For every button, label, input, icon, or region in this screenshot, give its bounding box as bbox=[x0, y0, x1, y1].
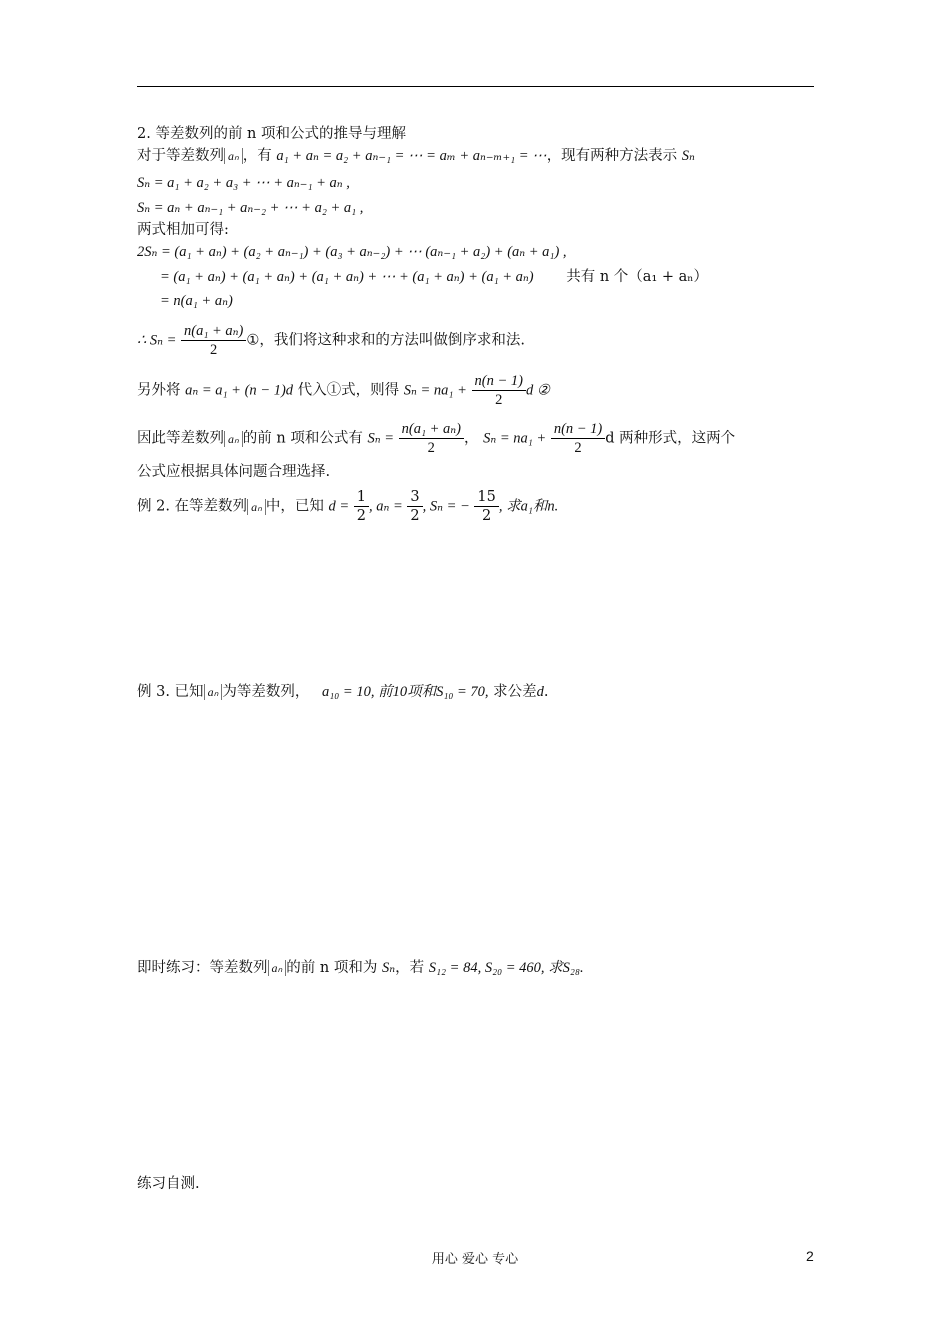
sequence-set: aₙ bbox=[247, 499, 266, 515]
sum-line-2-formula: = (a₁ + aₙ) + (a₁ + aₙ) + (a₁ + aₙ) + ⋯ + (a₁ + aₙ) + (a₁ + aₙ) bbox=[160, 269, 534, 285]
intro-mid: ，有 bbox=[242, 148, 272, 164]
result1-lhs: ∴ Sₙ = bbox=[137, 332, 177, 349]
example2-d-denominator: 2 bbox=[356, 508, 366, 524]
therefore-sep: ， bbox=[463, 430, 479, 447]
result2-pre: 另外将 bbox=[137, 382, 181, 399]
sum-line-1: 2Sₙ = (a₁ + aₙ) + (a₂ + aₙ₋₁) + (a₃ + aₙ₋₂) + ⋯ (aₙ₋₁ + a₂) + (aₙ + a₁) , bbox=[137, 244, 567, 260]
example2-pre: 例 2. 在等差数列 bbox=[137, 498, 248, 515]
self-test-heading: 练习自测. bbox=[137, 1176, 200, 1192]
result2-fraction bbox=[472, 372, 526, 409]
therefore-line-2: 公式应根据具体问题合理选择. bbox=[137, 464, 331, 480]
therefore-mid: 的前 n 项和公式有 bbox=[242, 430, 363, 447]
example2-sn-fraction bbox=[474, 488, 498, 525]
practice-post: ，若 bbox=[395, 960, 425, 976]
example2-post: , 求a₁和n. bbox=[498, 498, 559, 515]
example2-an-fraction bbox=[407, 488, 422, 525]
example2-d-numerator: 1 bbox=[354, 488, 369, 507]
sequence-set: aₙ bbox=[268, 960, 287, 976]
therefore-numerator-1: n(a₁ + aₙ) bbox=[399, 420, 464, 439]
page-number: 2 bbox=[806, 1248, 814, 1264]
practice-mid: 的前 n 项和为 bbox=[286, 960, 378, 976]
equation-forward: Sₙ = a₁ + a₂ + a₃ + ⋯ + aₙ₋₁ + aₙ , bbox=[137, 175, 350, 191]
result-formula-2 bbox=[137, 372, 550, 409]
intro-post: ，现有两种方法表示 bbox=[546, 148, 678, 164]
therefore-fraction-2 bbox=[551, 420, 605, 457]
example-3 bbox=[137, 682, 549, 702]
example2-an-denominator: 2 bbox=[410, 508, 420, 524]
sequence-set: aₙ bbox=[224, 148, 243, 164]
practice-line bbox=[137, 958, 584, 978]
example3-formula: a₁₀ = 10, 前10项和S₁₀ = 70, bbox=[321, 684, 489, 700]
example2-an: , aₙ = bbox=[368, 498, 403, 515]
intro-pre: 对于等差数列 bbox=[137, 148, 224, 164]
result2-numerator: n(n − 1) bbox=[472, 372, 526, 391]
sequence-set: aₙ bbox=[224, 431, 243, 447]
example2-d: d = bbox=[328, 498, 350, 515]
result2-post: d ② bbox=[525, 382, 550, 399]
example2-sn-numerator: 15 bbox=[474, 488, 498, 507]
example-2 bbox=[137, 488, 558, 525]
result1-text: ①，我们将这种求和的方法叫做倒序求和法. bbox=[246, 332, 525, 349]
sum-line-3: = n(a₁ + aₙ) bbox=[160, 293, 233, 309]
example2-mid: 中，已知 bbox=[265, 498, 324, 515]
therefore-lhs1: Sₙ = bbox=[367, 430, 394, 447]
section-title: 2. 等差数列的前 n 项和公式的推导与理解 bbox=[137, 126, 406, 142]
sum-line-2-note: 共有 n 个（a₁ + aₙ） bbox=[566, 269, 709, 285]
intro-formula: a₁ + aₙ = a₂ + aₙ₋₁ = ⋯ = aₘ + aₙ₋ₘ₊₁ = ⋯ bbox=[276, 148, 547, 164]
example2-sn: , Sₙ = − bbox=[422, 498, 470, 515]
result1-fraction bbox=[181, 322, 246, 359]
example2-sn-denominator: 2 bbox=[482, 508, 492, 524]
header-rule bbox=[137, 86, 814, 87]
therefore-lhs2: Sₙ = na₁ + bbox=[483, 430, 547, 447]
practice-pre: 即时练习：等差数列 bbox=[137, 960, 268, 976]
result1-denominator: 2 bbox=[210, 342, 218, 358]
sequence-set: aₙ bbox=[204, 684, 223, 700]
practice-sn: Sₙ bbox=[381, 960, 396, 976]
result-formula-1 bbox=[137, 322, 525, 359]
example3-pre: 例 3. 已知 bbox=[137, 684, 204, 700]
therefore-line bbox=[137, 420, 735, 457]
example2-d-fraction bbox=[354, 488, 369, 525]
result1-numerator: n(a₁ + aₙ) bbox=[181, 322, 246, 341]
intro-sn: Sₙ bbox=[681, 148, 695, 164]
practice-formula: S₁₂ = 84, S₂₀ = 460, 求S₂₈. bbox=[428, 960, 584, 976]
equation-reverse: Sₙ = aₙ + aₙ₋₁ + aₙ₋₂ + ⋯ + a₂ + a₁ , bbox=[137, 200, 364, 216]
example3-mid: 为等差数列， bbox=[222, 684, 310, 700]
therefore-post: d 两种形式，这两个 bbox=[605, 430, 736, 447]
therefore-denominator-1: 2 bbox=[427, 440, 435, 456]
sum-line-2 bbox=[160, 267, 708, 287]
intro-line bbox=[137, 146, 695, 166]
example3-d: d bbox=[536, 684, 544, 700]
result2-an: aₙ = a₁ + (n − 1)d bbox=[185, 382, 294, 399]
therefore-fraction-1 bbox=[399, 420, 464, 457]
result2-denominator: 2 bbox=[495, 392, 503, 408]
example3-post: 求公差 bbox=[493, 684, 537, 700]
result2-mid: 代入①式，则得 bbox=[297, 382, 400, 399]
therefore-pre: 因此等差数列 bbox=[137, 430, 224, 447]
example2-an-numerator: 3 bbox=[407, 488, 422, 507]
page-footer: 用心 爱心 专心 bbox=[431, 1252, 519, 1267]
therefore-denominator-2: 2 bbox=[574, 440, 582, 456]
therefore-numerator-2: n(n − 1) bbox=[551, 420, 605, 439]
example3-end: . bbox=[543, 684, 549, 700]
result2-lhs: Sₙ = na₁ + bbox=[403, 382, 467, 399]
add-text: 两式相加可得: bbox=[137, 222, 229, 238]
